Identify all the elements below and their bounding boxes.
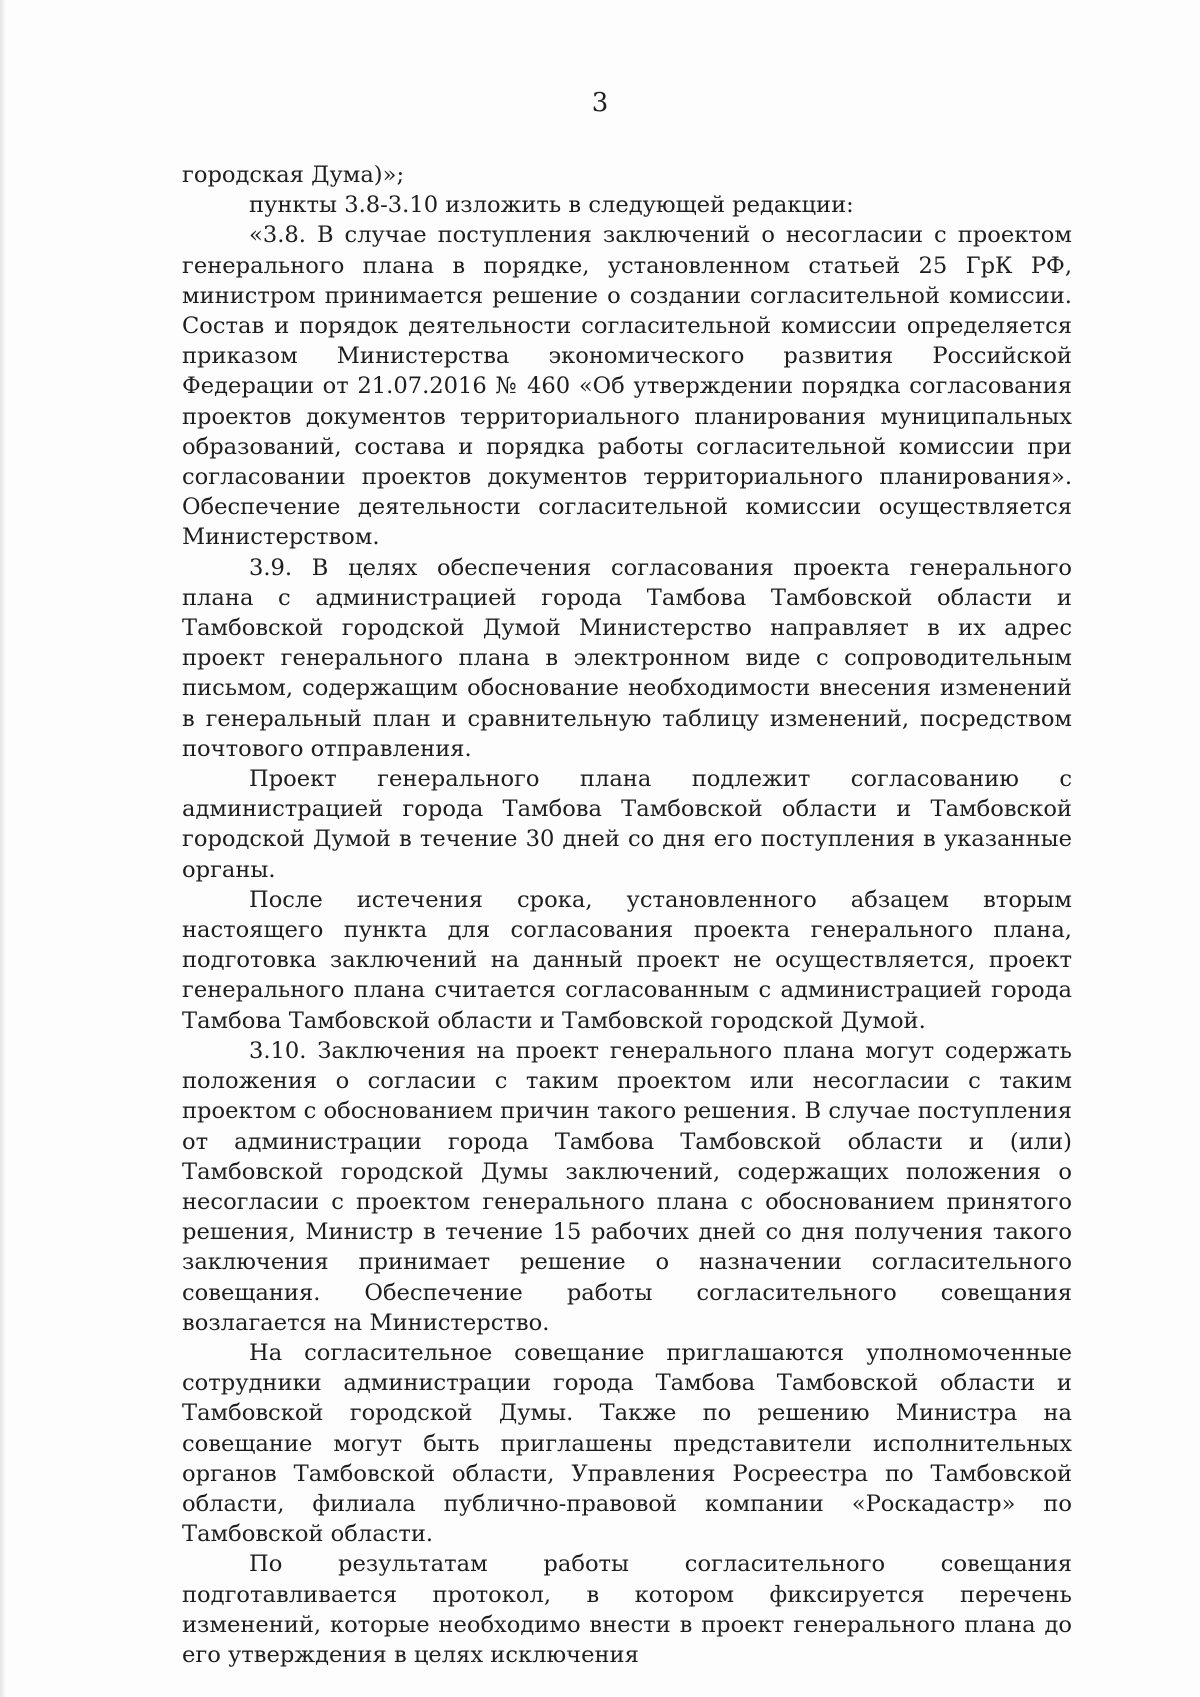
paragraph-approval-period: Проект генерального плана подлежит согласованию с администрацией города Тамбова Тамбовской области и Тамбовской городской Думой в течение 30 дней со дня его поступления в указанные органы. xyxy=(182,766,1072,883)
page-number: 3 xyxy=(591,88,609,118)
paragraph-clause-3-9: 3.9. В целях обеспечения согласования проекта генерального плана с администрацией города Тамбова Тамбовской области и Тамбовской городской Думой Министерство направляет в их адрес проект генерального плана в электронном виде с сопроводительным письмом, содержащим обоснование необходимости внесения изменений в генеральный план и сравнительную таблицу изменений, посредством почтового отправления. xyxy=(182,554,1072,762)
paragraph-clause-3-8: «3.8. В случае поступления заключений о несогласии с проектом генерального плана в порядке, установленном статьей 25 ГрК РФ, министром принимается решение о создании согласительной комиссии. Состав и порядок деятельности согласительной комиссии определяется приказом Министерства экономического развития Российской Федерации от 21.07.2016 № 460 «Об утверждении порядка согласования проектов документов территориального планирования муниципальных образований, состава и порядка работы согласительной комиссии при согласовании проектов документов территориального планирования». Обеспечение деятельности согласительной комиссии осуществляется Министерством. xyxy=(182,222,1072,551)
paragraph-continuation: городская Дума)»; xyxy=(182,162,405,188)
paragraph-amendment-intro: пункты 3.8-3.10 изложить в следующей редакции: xyxy=(249,192,854,219)
document-body xyxy=(182,160,1072,1670)
paragraph-meeting-invitees: На согласительное совещание приглашаются уполномоченные сотрудники администрации города Тамбова Тамбовской области и Тамбовской городской Думы. Также по решению Министра на совещание могут быть приглашены представители исполнительных органов Тамбовской области, Управления Росреестра по Тамбовской области, филиала публично-правовой компании «Роскадастр» по Тамбовской области. xyxy=(182,1339,1072,1548)
scan-edge-shadow xyxy=(0,0,6,1697)
paragraph-deadline-expiry: После истечения срока, установленного абзацем вторым настоящего пункта для согласования проекта генерального плана, подготовка заключений на данный проект не осуществляется, проект генерального плана считается согласованным с администрацией города Тамбова Тамбовской области и Тамбовской городской Думой. xyxy=(182,886,1072,1034)
paragraph-meeting-results: По результатам работы согласительного совещания подготавливается протокол, в котором фиксируется перечень изменений, которые необходимо внести в проект генерального плана до его утверждения в целях исключения xyxy=(182,1551,1072,1668)
paragraph-clause-3-10: 3.10. Заключения на проект генерального плана могут содержать положения о согласии с таким проектом или несогласии с таким проектом с обоснованием причин такого решения. В случае поступления от администрации города Тамбова Тамбовской области и (или) Тамбовской городской Думы заключений, содержащих положения о несогласии с проектом генерального плана с обоснованием принятого решения, Министр в течение 15 рабочих дней со дня получения такого заключения принимает решение о назначении согласительного совещания. Обеспечение работы согласительного совещания возлагается на Министерство. xyxy=(182,1037,1072,1336)
